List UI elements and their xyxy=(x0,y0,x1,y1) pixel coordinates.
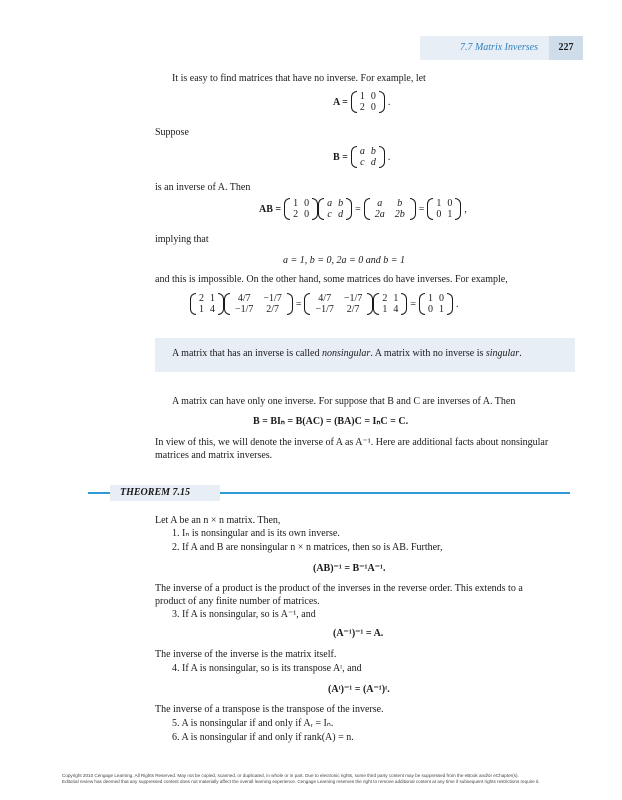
matrix-row xyxy=(370,198,410,209)
theorem-item-2: 2. If A and B are nonsingular n × n matrices, then so is AB. Further, xyxy=(172,542,443,553)
product-m1-grid xyxy=(290,198,312,220)
product-m3-grid xyxy=(370,198,410,220)
theorem-item-1: 1. Iₙ is nonsingular and is its own inverse. xyxy=(172,528,340,539)
matrix-a-grid xyxy=(357,91,379,113)
matrix-cell: 0 xyxy=(370,102,376,113)
matrix-cell: 2/7 xyxy=(266,304,280,315)
matrix-row xyxy=(196,304,218,315)
theorem-rule-left xyxy=(88,492,110,494)
matrix-cell: −1/7 xyxy=(235,304,254,315)
product-m2-grid xyxy=(324,198,346,220)
one-inverse-text: A matrix can have only one inverse. For suppose that B and C are inverses of A. Then xyxy=(172,396,516,407)
product-m2 xyxy=(318,198,352,220)
example-equation xyxy=(190,293,461,315)
suppose-text: Suppose xyxy=(155,127,189,138)
example-m4-grid xyxy=(379,293,401,315)
example-m5-grid xyxy=(425,293,447,315)
matrix-cell: c xyxy=(360,157,365,168)
matrix-cell: 2a xyxy=(374,209,385,220)
matrix-cell: 1 xyxy=(427,293,433,304)
matrix-b xyxy=(351,146,385,168)
matrix-cell: −1/7 xyxy=(343,293,363,304)
matrix-row xyxy=(425,293,447,304)
matrix-row xyxy=(324,198,346,209)
inverse-note: The inverse of the inverse is the matrix itself. xyxy=(155,649,337,660)
product-m3 xyxy=(364,198,416,220)
matrix-b-end: . xyxy=(387,151,391,163)
product-m4 xyxy=(427,198,461,220)
matrix-row xyxy=(310,293,367,304)
matrix-a-label: A = xyxy=(333,96,348,108)
matrix-cell: b xyxy=(397,198,403,209)
matrix-cell: 4/7 xyxy=(318,293,332,304)
theorem-eq-4: (Aᵗ)⁻¹ = (A⁻¹)ᵗ. xyxy=(328,684,390,695)
theorem-item-5: 5. A is nonsingular if and only if Aᵣ = Iₙ. xyxy=(172,718,334,729)
intro-text: It is easy to find matrices that have no inverse. For example, let xyxy=(172,73,426,84)
footer-line-1: Copyright 2010 Cengage Learning. All Rights Reserved. May not be copied, scanned, or duplicated, in whole or in part. Due to electronic rights, some third party content may be suppressed from the eBook and/or eChapter(s). xyxy=(62,773,519,778)
matrix-cell: 1 xyxy=(199,304,204,315)
matrix-cell: c xyxy=(327,209,332,220)
matrix-cell: a xyxy=(327,198,333,209)
implying-text: implying that xyxy=(155,234,209,245)
matrix-row xyxy=(310,304,367,315)
matrix-a-end: . xyxy=(387,96,391,108)
matrix-cell: 0 xyxy=(304,198,310,209)
product-eq2: = xyxy=(418,203,425,215)
matrix-cell: 1 xyxy=(359,91,365,102)
matrix-row xyxy=(230,304,287,315)
matrix-cell: 0 xyxy=(370,91,376,102)
matrix-cell: 1 xyxy=(438,304,444,315)
matrix-cell: d xyxy=(338,209,344,220)
example-m4 xyxy=(373,293,407,315)
example-m3-grid xyxy=(310,293,367,315)
example-m1-grid xyxy=(196,293,218,315)
copyright-footer xyxy=(62,773,582,785)
matrix-b-equation xyxy=(330,146,393,168)
example-m3 xyxy=(304,293,373,315)
definition-part1: A matrix that has an inverse is called xyxy=(172,348,322,359)
matrix-row xyxy=(290,209,312,220)
theorem-item-3: 3. If A is nonsingular, so is A⁻¹, and xyxy=(172,609,316,620)
matrix-row xyxy=(425,304,447,315)
matrix-row xyxy=(357,102,379,113)
matrix-cell: 0 xyxy=(447,198,453,209)
matrix-cell: −1/7 xyxy=(263,293,282,304)
in-view-line-2: matrices and matrix inverses. xyxy=(155,450,273,461)
matrix-row xyxy=(196,293,218,304)
matrix-a xyxy=(351,91,385,113)
product-note-line-1: The inverse of a product is the product of the inverses in the reverse order. This extends to a xyxy=(155,583,523,594)
definition-part3: . xyxy=(519,348,522,359)
matrix-cell: b xyxy=(338,198,344,209)
product-eq1: = xyxy=(355,203,361,215)
example-eq2: = xyxy=(410,298,416,310)
product-m4-grid xyxy=(433,198,455,220)
matrix-cell: 4 xyxy=(393,304,399,315)
theorem-item-4: 4. If A is nonsingular, so is its transpose Aᵗ, and xyxy=(172,663,362,674)
impossible-text: and this is impossible. On the other hand, some matrices do have inverses. For example, xyxy=(155,274,508,285)
matrix-a-equation xyxy=(330,91,393,113)
matrix-cell: 2 xyxy=(359,102,365,113)
matrix-cell: 1 xyxy=(447,209,453,220)
matrix-cell: a xyxy=(377,198,383,209)
matrix-cell: 1 xyxy=(436,198,442,209)
matrix-cell: 0 xyxy=(438,293,444,304)
matrix-cell: d xyxy=(370,157,376,168)
theorem-label: THEOREM 7.15 xyxy=(120,487,191,498)
matrix-cell: 0 xyxy=(427,304,433,315)
definition-term-nonsingular: nonsingular xyxy=(321,348,371,359)
theorem-eq-3: (A⁻¹)⁻¹ = A. xyxy=(333,628,384,639)
matrix-row xyxy=(230,293,287,304)
definition-part2: . A matrix with no inverse is xyxy=(370,348,486,359)
matrix-cell: b xyxy=(370,146,376,157)
matrix-cell: 1 xyxy=(210,293,215,304)
example-m2-grid xyxy=(230,293,287,315)
implying-equation: a = 1, b = 0, 2a = 0 and b = 1 xyxy=(283,255,405,266)
matrix-row xyxy=(379,293,401,304)
matrix-cell: 1 xyxy=(393,293,399,304)
matrix-row xyxy=(433,209,455,220)
matrix-row xyxy=(370,209,410,220)
example-m1 xyxy=(190,293,224,315)
matrix-cell: 4 xyxy=(210,304,215,315)
definition-text xyxy=(172,348,522,359)
matrix-row xyxy=(433,198,455,209)
product-note-line-2: product of any finite number of matrices. xyxy=(155,596,320,607)
in-view-line-1: In view of this, we will denote the inverse of A as A⁻¹. Here are additional facts about nonsingular xyxy=(155,437,549,448)
matrix-row xyxy=(357,146,379,157)
matrix-cell: 0 xyxy=(436,209,442,220)
theorem-rule-right xyxy=(220,492,570,494)
theorem-eq-2: (AB)⁻¹ = B⁻¹A⁻¹. xyxy=(313,563,386,574)
example-m5 xyxy=(419,293,453,315)
transpose-note: The inverse of a transpose is the transpose of the inverse. xyxy=(155,704,384,715)
matrix-b-label: B = xyxy=(333,151,348,163)
product-label: AB = xyxy=(259,203,282,215)
example-m2 xyxy=(224,293,293,315)
theorem-item-6: 6. A is nonsingular if and only if rank(A) = n. xyxy=(172,732,354,743)
product-end: , xyxy=(464,203,467,215)
matrix-cell: 2 xyxy=(293,209,299,220)
matrix-cell: 1 xyxy=(293,198,299,209)
definition-term-singular: singular xyxy=(485,348,520,359)
product-equation xyxy=(256,198,470,220)
matrix-cell: 2b xyxy=(394,209,405,220)
page-number: 227 xyxy=(558,42,574,53)
matrix-b-grid xyxy=(357,146,379,168)
matrix-row xyxy=(324,209,346,220)
example-eq1: = xyxy=(295,298,302,310)
is-inverse-text: is an inverse of A. Then xyxy=(155,182,251,193)
matrix-cell: a xyxy=(359,146,365,157)
matrix-row xyxy=(290,198,312,209)
section-title: 7.7 Matrix Inverses xyxy=(459,42,538,53)
footer-line-2: Editorial review has deemed that any suppressed content does not materially affect the overall learning experience. Cengage Learning reserves the right to remove additional content at any time if subsequent rights restrictions require it. xyxy=(62,779,540,784)
matrix-cell: 1 xyxy=(382,304,388,315)
matrix-row xyxy=(379,304,401,315)
product-m1 xyxy=(284,198,318,220)
matrix-cell: 4/7 xyxy=(237,293,251,304)
matrix-cell: −1/7 xyxy=(315,304,334,315)
matrix-row xyxy=(357,157,379,168)
example-end: . xyxy=(455,298,459,310)
matrix-cell: 2/7 xyxy=(346,304,360,315)
matrix-cell: 2 xyxy=(199,293,204,304)
matrix-cell: 0 xyxy=(304,209,310,220)
theorem-intro: Let A be an n × n matrix. Then, xyxy=(155,515,281,526)
matrix-row xyxy=(357,91,379,102)
matrix-cell: 2 xyxy=(382,293,388,304)
one-inverse-equation: B = BIₙ = B(AC) = (BA)C = IₙC = C. xyxy=(253,416,409,427)
